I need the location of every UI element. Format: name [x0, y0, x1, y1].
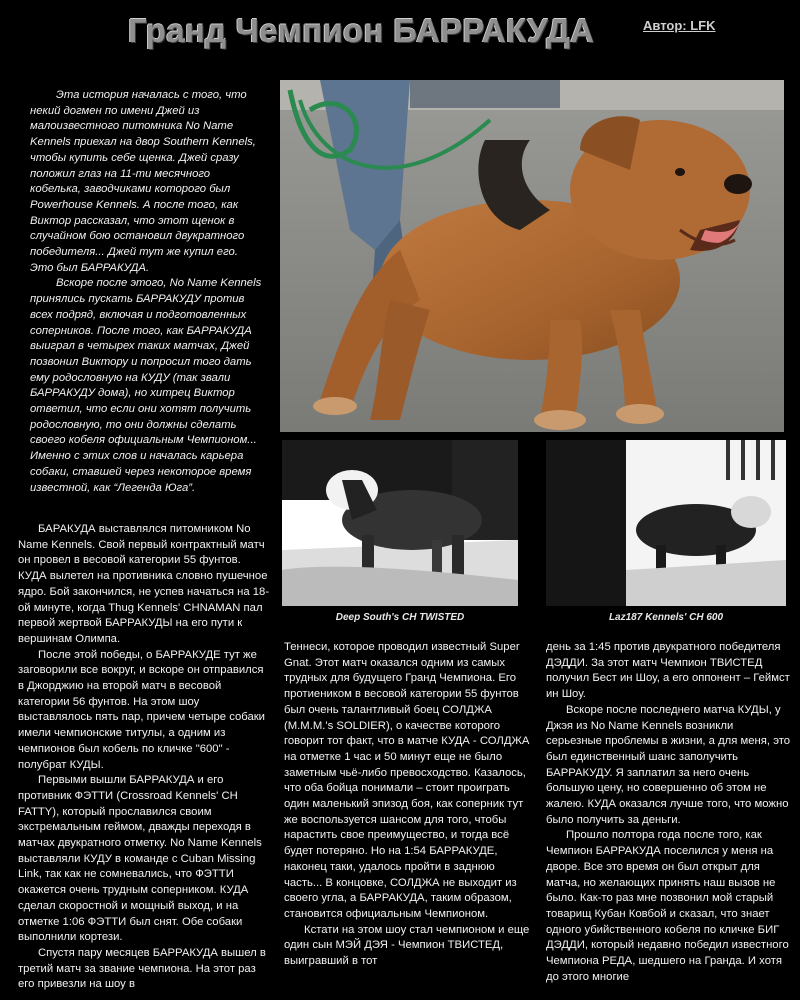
article-paragraph: После этой победы, о БАРРАКУДЕ тут же заговорили все вокруг, и вскоре он отправился в Джорджию на второй матч в весовой категории 56 фунтов. На этом шоу выставлялось пять пар, причем четыре собаки имели чемпионские титулы, а одним из чемпионов был кобель по кличке "600" - полубрат КУДЫ. — [18, 648, 265, 771]
page-title: Гранд Чемпион БАРРАКУДА — [128, 12, 595, 49]
twisted-caption: Deep South's CH TWISTED — [335, 612, 465, 623]
article-column-2 — [284, 640, 532, 970]
article-paragraph: Спустя пару месяцев БАРРАКУДА вышел в третий матч за звание чемпиона. На этот раз его привезли на шоу в — [18, 946, 266, 991]
article-paragraph: Прошло полтора года после того, как Чемпион БАРРАКУДА поселился у меня на дворе. Все это время он был открыт для матча, но желающих принять наш вызов не было. Как-то раз мне позвонил мой старый товарищ Кубан Ковбой и сказал, что знает одного убийственного кобеля по кличке БИГ ДЭДДИ, который недавно победил известного Чемпиона РЕДА, шедшего на Гранда. И хотя до этого многие — [546, 829, 789, 983]
ch600-photo-illustration — [546, 440, 786, 606]
author-link[interactable]: Автор: LFK — [643, 18, 716, 33]
intro-text — [30, 88, 262, 496]
article-paragraph: день за 1:45 против двукратного победителя ДЭДДИ. За этот матч Чемпион ТВИСТЕД получил Бест ин Шоу, а его оппонент – Геймст ин Шоу. — [546, 641, 790, 701]
intro-paragraph: Эта история началась с того, что некий догмен по имени Джей из малоизвестного питомника No Name Kennels приехал на двор Southern Kennels, чтобы купить себе щенка. Джей сразу положил глаз на 11-ти месячного кобелька, заводчиками которого был Powerhouse Kennels. А после того, как Виктор рассказал, что этот щенок в случайном бою остановил двукратного победителя... Джей тут же купил его. Это был БАРРАКУДА. — [30, 89, 256, 274]
article-paragraph: Первыми вышли БАРРАКУДА и его противник ФЭТТИ (Crossroad Kennels' CH FATTY), который прославился своим экстремальным геймом, дважды переходя в матчах двукратного отметку. No Name Kennels выставляли КУДУ в команде с Cuban Missing Link, так как не сомневались, что ФЭТТИ окажется очень трудным соперником. КУДА сделал скоростной и мощный выход, и на отметке 1:06 ФЭТТИ был снят. Обе собаки выполнили кортези. — [18, 774, 262, 944]
intro-paragraph: Вскоре после этого, No Name Kennels принялись пускать БАРРАКУДУ против всех подряд, включая и подготовленных соперников. После того, как БАРРАКУДА выиграл в четырех таких матчах, Джей позвонил Виктору и попросил того дать ему родословную на КУДУ (так звали БАРРАКУДУ дома), но хитрец Виктор ответил, что если они хотят получить родословную, то они должны сделать своего кобеля официальным Чемпионом... Именно с этих слов и началась карьера собаки, ставшей через некоторое время известной, как “Легенда Юга”. — [30, 277, 262, 494]
twisted-photo — [282, 440, 518, 606]
article-paragraph: Теннеси, которое проводил известный Super Gnat. Этот матч оказался одним из самых трудных для будущего Гранд Чемпиона. Его протиеником в весовой категории 55 фунтов был очень талантливый боец СОЛДЖА (M.M.M.'s SOLDIER), о качестве которого говорит тот факт, что в матче КУДА - СОЛДЖА на отметке 1 час и 50 минут еще не было заметным чьё-либо превосходство. Казалось, что оба бойца понимали – стоит проиграть один маленький эпизод боя, как соперник тут же воспользуется шансом для того, чтобы нарастить свое преимущество, и тогда всё будет потеряно. Но на 1:54 БАРРАКУДЕ, наконец таки, удалось пройти в заднюю часть... В концовке, СОЛДЖА не выходит из своего угла, а БАРРАКУДА, таким образом, становится официальным Чемпионом. — [284, 641, 530, 920]
article-paragraph: Вскоре после последнего матча КУДЫ, у Джэя из No Name Kennels возникли серьезные проблемы в жизни, а для меня, это был единственный шанс заполучить БАРРАКУДУ. Я заплатил за него очень большую цену, но совершенно об этом не жалею. КУДА оказался лучше того, что можно было получить за деньги. — [546, 703, 791, 826]
twisted-photo-illustration — [282, 440, 518, 606]
main-dog-photo — [280, 80, 784, 432]
ch600-caption: Laz187 Kennels' CH 600 — [608, 612, 724, 623]
article-column-3 — [546, 640, 792, 985]
ch600-photo — [546, 440, 786, 606]
article-paragraph: Кстати на этом шоу стал чемпионом и еще один сын МЭЙ ДЭЯ - Чемпион ТВИСТЕД, выигравший в тот — [284, 923, 530, 968]
article-column-1 — [18, 522, 270, 993]
article-paragraph: БАРАКУДА выставлялся питомником No Name Kennels. Свой первый контрактный матч он провел в весовой категории 55 фунтов. КУДА вылетел на противника словно пушечное ядро. Бой закончился, не успев начаться на 18-ой минуте, когда Thug Kennels' CHNAMAN пал первой жертвой БАРРАКУДЫ на его пути к вершинам Олимпа. — [18, 523, 270, 645]
dog-photo-illustration — [280, 80, 784, 432]
